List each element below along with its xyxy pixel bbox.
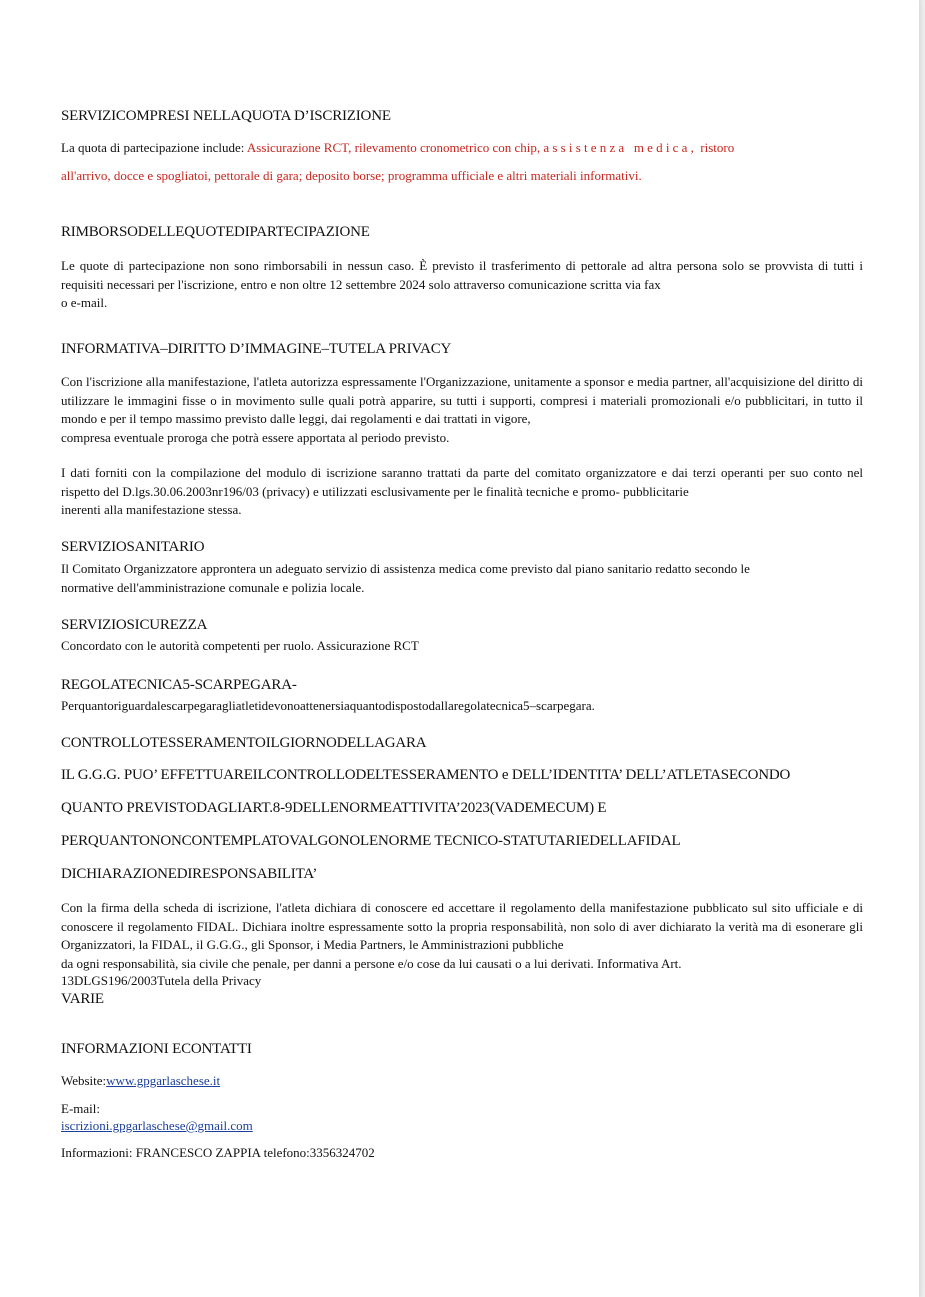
servizi-red-part1: Assicurazione RCT, rilevamento cronometrico con chip,	[246, 140, 544, 155]
email-link[interactable]: iscrizioni.gpgarlaschese@gmail.com	[61, 1118, 253, 1133]
dichiarazione-body-last: da ogni responsabilità, sia civile che penale, per danni a persone e/o cose da lui causati o a lui derivati. Informativa Art.	[61, 955, 682, 971]
sanitario-body-last: normative dell'amministrazione comunale e polizia locale.	[61, 579, 365, 595]
informativa-body-1-last: compresa eventuale proroga che potrà essere apportata al periodo previsto.	[61, 429, 450, 445]
website-link[interactable]: www.gpgarlaschese.it	[106, 1073, 221, 1088]
heading-regola-tecnica: REGOLATECNICA5-SCARPEGARA-	[61, 677, 297, 693]
heading-sanitario: SERVIZIOSANITARIO	[61, 539, 205, 555]
heading-servizi-compresi: SERVIZICOMPRESI NELLAQUOTA D’ISCRIZIONE	[61, 108, 391, 124]
informativa-body-2: I dati forniti con la compilazione del modulo di iscrizione saranno trattati da parte del comitato organizzatore e dai terzi operanti per suo conto nel rispetto del D.lgs.30.06.2003nr196/03 (privacy) e utilizzati esclusivamente per le finalità tecniche e promo- pubblicitarie	[61, 465, 863, 499]
rimborso-paragraph	[61, 257, 863, 313]
controllo-line-1: IL G.G.G. PUO’ EFFETTUAREILCONTROLLODELTESSERAMENTO e DELL’IDENTITA’ DELL’ATLETASECONDO	[61, 767, 791, 783]
controllo-line-3: PERQUANTONONCONTEMPLATOVALGONOLENORME TECNICO-STATUTARIEDELLAFIDAL	[61, 833, 681, 849]
sanitario-body: Il Comitato Organizzatore approntera un adeguato servizio di assistenza medica come previsto dal piano sanitario redatto secondo le	[61, 561, 750, 576]
heading-contatti: INFORMAZIONI ECONTATTI	[61, 1041, 252, 1057]
servizi-red-part2: ristoro	[697, 140, 735, 155]
regola-tecnica-body: Perquantoriguardalescarpegaragliatletidevonoattenersiaquantodispostodallaregolatecnica5–scarpegara.	[61, 698, 595, 713]
heading-informativa: INFORMATIVA–DIRITTO D’IMMAGINE–TUTELA PRIVACY	[61, 341, 452, 357]
sicurezza-body: Concordato con le autorità competenti per ruolo. Assicurazione RCT	[61, 638, 419, 653]
dichiarazione-paragraph	[61, 899, 863, 973]
info-line: Informazioni: FRANCESCO ZAPPIA telefono:3356324702	[61, 1145, 375, 1160]
website-row	[61, 1073, 220, 1089]
heading-varie: VARIE	[61, 991, 104, 1007]
servizi-red-spaced: assistenza medica,	[543, 140, 698, 155]
heading-dichiarazione: DICHIARAZIONEDIRESPONSABILITA’	[61, 866, 318, 882]
heading-rimborso: RIMBORSODELLEQUOTEDIPARTECIPAZIONE	[61, 224, 370, 240]
dichiarazione-extra-line: 13DLGS196/2003Tutela della Privacy	[61, 973, 262, 988]
informativa-paragraph-1	[61, 373, 863, 447]
servizi-compresi-line-1	[61, 140, 734, 156]
heading-sicurezza: SERVIZIOSICUREZZA	[61, 617, 208, 633]
email-label: E-mail:	[61, 1101, 100, 1116]
sanitario-paragraph	[61, 560, 863, 597]
servizi-intro: La quota di partecipazione include:	[61, 140, 247, 155]
heading-controllo: CONTROLLOTESSERAMENTOILGIORNODELLAGARA	[61, 735, 427, 751]
informativa-body-2-last: inerenti alla manifestazione stessa.	[61, 502, 242, 517]
informativa-body-1: Con l'iscrizione alla manifestazione, l'atleta autorizza espressamente l'Organizzazione, unitamente a sponsor e media partner, all'acquisizione del diritto di utilizzare le immagini fisse o in movimento sulle quali potrà apparire, su tutti i supporti, compresi i materiali promozionali e/o pubblicitari, in tutto il mondo e per il tempo massimo previsto dalle leggi, dai regolamenti e dai trattati in vigore,	[61, 374, 863, 426]
rimborso-body-last: o e-mail.	[61, 295, 108, 310]
informativa-paragraph-2	[61, 464, 863, 520]
controllo-line-2: QUANTO PREVISTODAGLIART.8-9DELLENORMEATTIVITA’2023(VADEMECUM) E	[61, 800, 607, 816]
servizi-compresi-line-2: all'arrivo, docce e spogliatoi, pettorale di gara; deposito borse; programma ufficiale e altri materiali informativi.	[61, 168, 642, 183]
dichiarazione-body: Con la firma della scheda di iscrizione, l'atleta dichiara di conoscere ed accettare il regolamento della manifestazione pubblicato sul sito ufficiale e di conoscere il regolamento FIDAL. Dichiara inoltre espressamente sotto la propria responsabilità, non solo di aver dichiarato la verità ma di esonerare gli Organizzatori, la FIDAL, il G.G.G., gli Sponsor, i Media Partners, le Amministrazioni pubbliche	[61, 900, 863, 952]
rimborso-body: Le quote di partecipazione non sono rimborsabili in nessun caso. È previsto il trasferimento di pettorale ad altra persona solo se provvista di tutti i requisiti necessari per l'iscrizione, entro e non oltre 12 settembre 2024 solo attraverso comunicazione scritta via fax	[61, 258, 863, 292]
website-label: Website:	[61, 1073, 107, 1088]
